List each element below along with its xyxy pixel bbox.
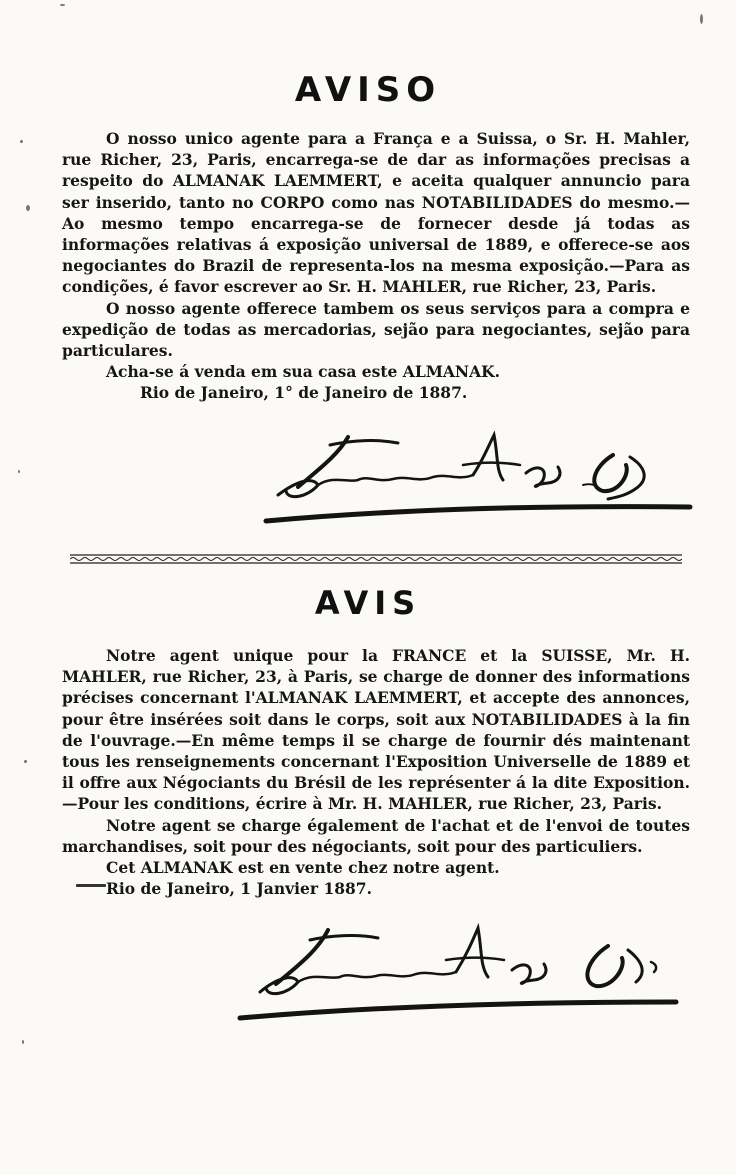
signature-laemmert-aviso	[258, 425, 698, 530]
aviso-paragraph-services: O nosso agente offerece tambem os seus serviços para a compra e expedição de todas as mercadorias, sejão para negociantes, sejão para particulares.	[62, 298, 690, 361]
paper-speck	[60, 4, 65, 6]
signature-laemmert-avis	[236, 922, 686, 1027]
section-divider	[70, 553, 682, 565]
avis-paragraph-sale: Cet ALMANAK est en vente chez notre agent.	[106, 858, 500, 878]
paper-speck	[20, 140, 23, 143]
aviso-paragraph-agent: O nosso unico agente para a França e a Suissa, o Sr. H. Mahler, rue Richer, 23, Paris, encarrega-se de dar as informações precisas a respeito do ALMANAK LAEMMERT, e aceita qualquer annuncio para ser inserido, tanto no CORPO como nas NOTABILIDADES do mesmo.—Ao mesmo tempo encarrega-se de fornecer desde já todas as informações relativas á exposição universal de 1889, e offerece-se aos negociantes do Brazil de representa-los na mesma exposição.—Para as condições, é favor escrever ao Sr. H. MAHLER, rue Richer, 23, Paris.	[62, 129, 690, 297]
avis-date-line: Rio de Janeiro, 1 Janvier 1887.	[106, 879, 372, 899]
aviso-paragraph-sale: Acha-se á venda em sua casa este ALMANAK.	[106, 362, 500, 382]
paper-speck	[22, 1040, 24, 1044]
aviso-body	[62, 128, 690, 404]
paper-speck	[700, 14, 703, 24]
paper-speck	[18, 470, 20, 473]
aviso-date-line: Rio de Janeiro, 1° de Janeiro de 1887.	[140, 383, 468, 403]
paper-speck	[24, 760, 27, 763]
avis-paragraph-agent: Notre agent unique pour la FRANCE et la SUISSE, Mr. H. MAHLER, rue Richer, 23, à Paris, se charge de donner des informations précises concernant l'ALMANAK LAEMMERT, et accepte des annonces, pour être insérées soit dans le corps, soit aux NOTABILIDADES à la fin de l'ouvrage.—En même temps il se charge de fournir dés maintenant tous les renseignements concernant l'Exposition Universelle de 1889 et il offre aux Négociants du Brésil de les représenter á la dite Exposition. —Pour les conditions, écrire à Mr. H. MAHLER, rue Richer, 23, Paris.	[62, 646, 690, 814]
avis-paragraph-services: Notre agent se charge également de l'achat et de l'envoi de toutes marchandises, soit pour des négociants, soit pour des particuliers.	[62, 815, 690, 856]
avis-body	[62, 645, 690, 899]
paper-speck	[76, 884, 106, 887]
avis-heading: AVIS	[314, 584, 422, 622]
aviso-heading: AVISO	[294, 70, 442, 110]
paper-speck	[26, 205, 30, 211]
